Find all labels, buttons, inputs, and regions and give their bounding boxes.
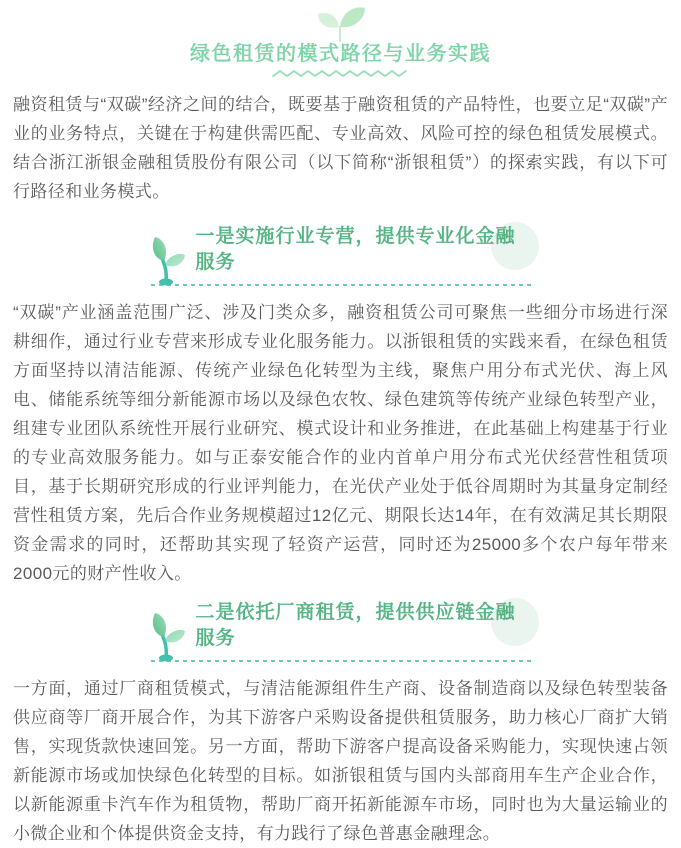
section-2-paragraph: 一方面，通过厂商租赁模式，与清洁能源组件生产商、设备制造商以及绿色转型装备供应商等厂商开展合作，为其下游客户采购设备提供租赁服务，助力核心厂商扩大销售，实现货款快速回笼。另一方面，帮助下游客户提高设备采购能力，实现快速占领新能源市场或加快绿色化转型的目标。如浙银租赁与国内头部商用车生产企业合作，以新能源重卡汽车作为租赁物，帮助厂商开拓新能源车市场，同时也为大量运输业的小微企业和个体提供资金支持，有力践行了绿色普惠金融理念。 <box>13 679 668 843</box>
section-2-header <box>151 602 531 662</box>
intro-paragraph: 融资租赁与“双碳”经济之间的结合，既要基于融资租赁的产品特性，也要立足“双碳”产业的业务特点，关键在于构建供需匹配、专业高效、风险可控的绿色租赁发展模式。结合浙江浙银金融租赁股份有限公司（以下简称“浙银租赁”）的探索实践，有以下可行路径和业务模式。 <box>13 95 668 201</box>
sprout-icon <box>151 234 187 286</box>
article-page <box>0 4 681 847</box>
zigzag-divider-icon <box>0 68 681 78</box>
sprout-icon <box>151 610 187 662</box>
page-title: 绿色租赁的模式路径与业务实践 <box>190 43 491 65</box>
section-1-paragraph: “双碳”产业涵盖范围广泛、涉及门类众多，融资租赁公司可聚焦一些细分市场进行深耕细作，通过行业专营来形成专业化服务能力。以浙银租赁的实践来看，在绿色租赁方面坚持以清洁能源、传统产业绿色化转型为主线，聚焦户用分布式光伏、海上风电、储能系统等细分新能源市场以及绿色农牧、绿色建筑等传统产业绿色转型产业，组建专业团队系统性开展行业研究、模式设计和业务推进，在此基础上构建基于行业的专业高效服务能力。如与正泰安能合作的业内首单户用分布式光伏经营性租赁项目，基于长期研究形成的行业评判能力，在光伏产业处于低谷周期时为其量身定制经营性租赁方案，先后合作业务规模超过12亿元、期限长达14年，在有效满足其长期限资金需求的同时，还帮助其实现了轻资产运营，同时还为25000多个农户每年带来2000元的财产性收入。 <box>13 303 668 583</box>
section-1-title: 一是实施行业专营，提供专业化金融服务 <box>195 226 516 273</box>
section-1-header <box>151 226 531 286</box>
section-2-title: 二是依托厂商租赁，提供供应链金融服务 <box>195 602 516 649</box>
sprout-top-icon <box>309 4 373 42</box>
